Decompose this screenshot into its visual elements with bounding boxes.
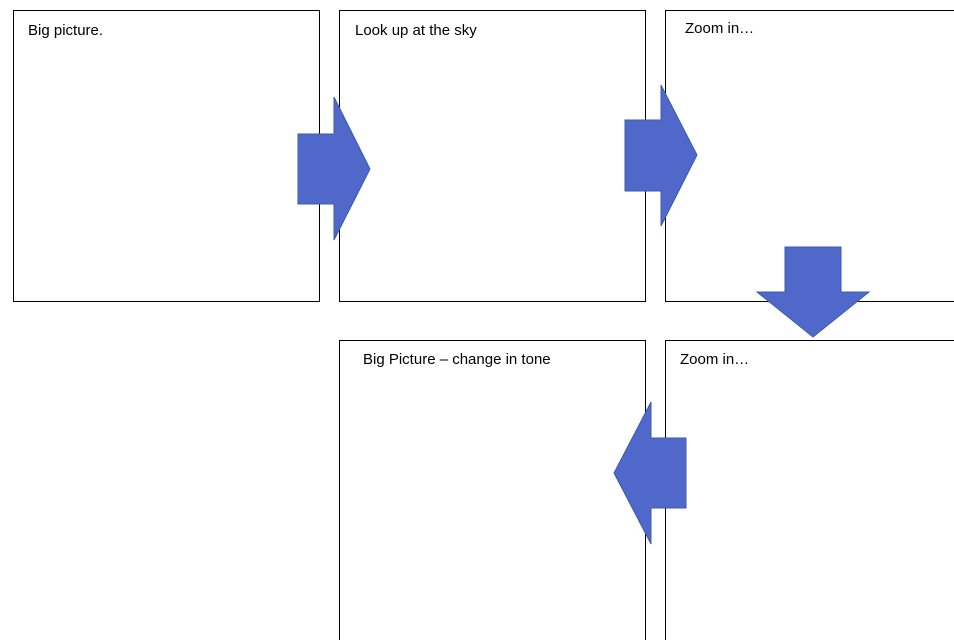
panel-big-picture-change-in-tone — [339, 340, 646, 640]
panel-label: Zoom in… — [685, 20, 755, 37]
panel-look-up-at-sky — [339, 10, 646, 302]
panel-zoom-in-1 — [665, 10, 954, 302]
panel-label: Look up at the sky — [355, 22, 477, 39]
panel-label: Big picture. — [28, 22, 104, 39]
panel-big-picture — [13, 10, 320, 302]
panel-label: Big Picture – change in tone — [363, 351, 551, 368]
panel-zoom-in-2 — [665, 340, 954, 640]
panel-label: Zoom in… — [680, 351, 750, 368]
